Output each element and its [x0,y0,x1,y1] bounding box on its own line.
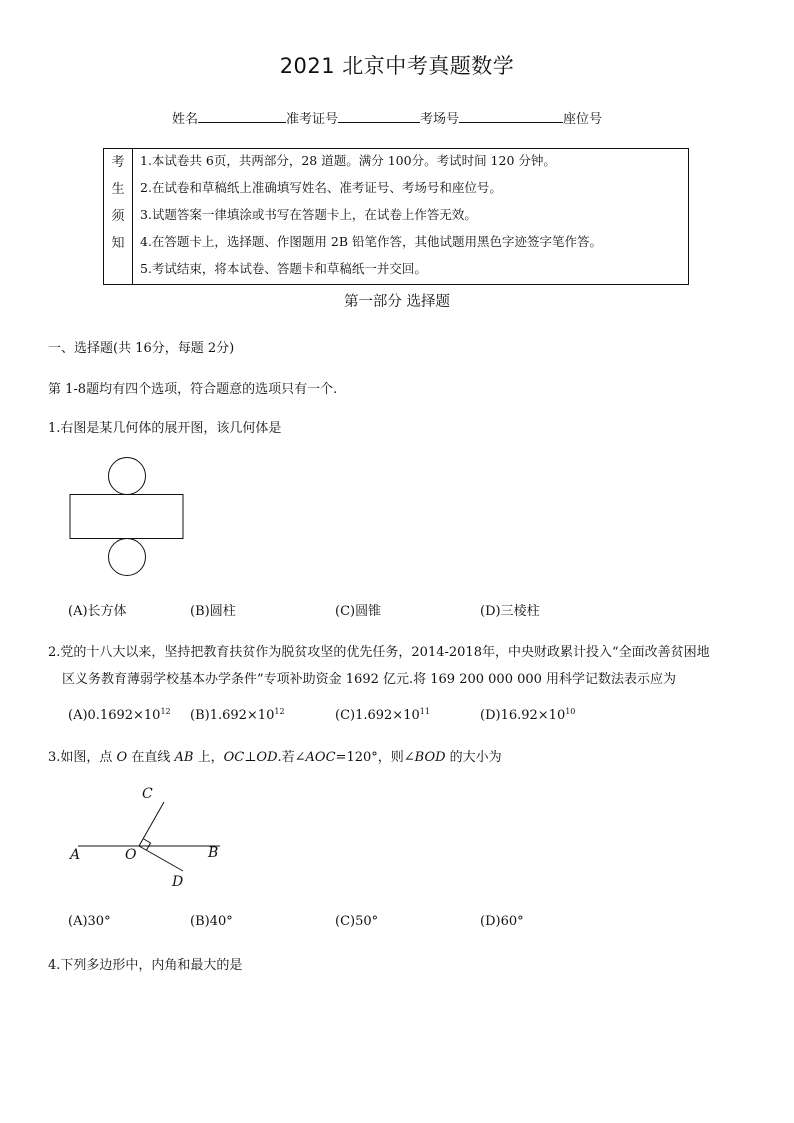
q2-option-a-label: (A)0.1692×10 [68,708,161,723]
q3-text: 在直线 [127,750,175,765]
notice-side-char: 生 [111,182,125,197]
q2-option-b-label: (B)1.692×10 [190,708,275,723]
q2-option-b-exponent: 12 [274,707,285,716]
q1-option-a[interactable]: (A)长方体 [68,604,127,619]
notice-item: 1.本试卷共 6页，共两部分，28 道题。满分 100分。考试时间 120 分钟。 [140,153,556,168]
q3-var: BOD [414,750,446,765]
right-angle-mark [143,839,151,851]
q3-text: .若∠ [277,750,306,765]
q3-text: 上， [193,750,224,765]
ray-oc [139,802,164,846]
notice-item: 3.试题答案一律填涂或书写在答题卡上，在试卷上作答无效。 [140,207,477,222]
q3-text: 3.如图，点 [48,750,117,765]
q3-text: 的大小为 [445,750,502,765]
notice-item: 5.考试结束，将本试卷、答题卡和草稿纸一并交回。 [140,261,427,276]
label-d: D [172,874,184,890]
q3-option-d[interactable]: (D)60° [480,914,524,929]
notice-side-char: 知 [111,236,125,251]
part-title: 第一部分 选择题 [343,294,451,310]
section-note: 第 1-8题均有四个选项，符合题意的选项只有一个. [48,382,338,397]
q3-var: O [116,750,128,765]
ray-od [139,846,183,871]
label-c: C [142,786,153,802]
q1-option-d[interactable]: (D)三棱柱 [480,604,540,619]
q3-option-c[interactable]: (C)50° [335,914,379,929]
notice-side-char: 须 [111,209,125,224]
q2-option-c-label: (C)1.692×10 [335,708,420,723]
q3-var: AOC [305,750,336,765]
notice-side-char: 考 [111,155,125,170]
perp-symbol: ⊥ [244,750,257,765]
q2-option-d-label: (D)16.92×10 [480,708,566,723]
q3-option-a[interactable]: (A)30° [68,914,111,929]
question-4-stem: 4.下列多边形中，内角和最大的是 [48,958,243,973]
q3-var: OC [223,750,245,765]
q1-option-c[interactable]: (C)圆锥 [335,604,382,619]
seat-label: 座位号 [563,112,603,127]
label-o: O [125,847,137,863]
exam-title: 2021 北京中考真题数学 [279,54,515,78]
q1-option-b[interactable]: (B)圆柱 [190,604,236,619]
exam-no-label: 准考证号 [286,112,339,127]
q3-option-b[interactable]: (B)40° [190,914,233,929]
q3-text: =120°，则∠ [335,750,415,765]
question-2-stem-line-2: 区义务教育薄弱学校基本办学条件”专项补助资金 1692 亿元.将 169 200 000 000 用科学记数法表示应为 [62,672,677,687]
notice-item: 2.在试卷和草稿纸上准确填写姓名、准考证号、考场号和座位号。 [140,180,502,195]
q3-var: OD [256,750,278,765]
label-a: A [70,847,81,863]
question-2-stem-line-1: 2.党的十八大以来，坚持把教育扶贫作为脱贫攻坚的优先任务，2014-2018年，中央财政累计投入“全面改善贫困地 [48,645,710,660]
q3-var: AB [174,750,194,765]
q2-option-c-exponent: 11 [419,707,430,716]
room-label: 考场号 [420,112,460,127]
q2-option-a-exponent: 12 [160,707,171,716]
name-label: 姓名 [172,112,199,127]
q2-option-d-exponent: 10 [565,707,576,716]
section-heading: 一、选择题(共 16分，每题 2分) [48,341,235,356]
question-1-stem: 1.右图是某几何体的展开图，该几何体是 [48,421,282,436]
label-b: B [208,845,219,861]
notice-item: 4.在答题卡上，选择题、作图题用 2B 铅笔作答，其他试题用黑色字迹签字笔作答。 [140,234,603,249]
